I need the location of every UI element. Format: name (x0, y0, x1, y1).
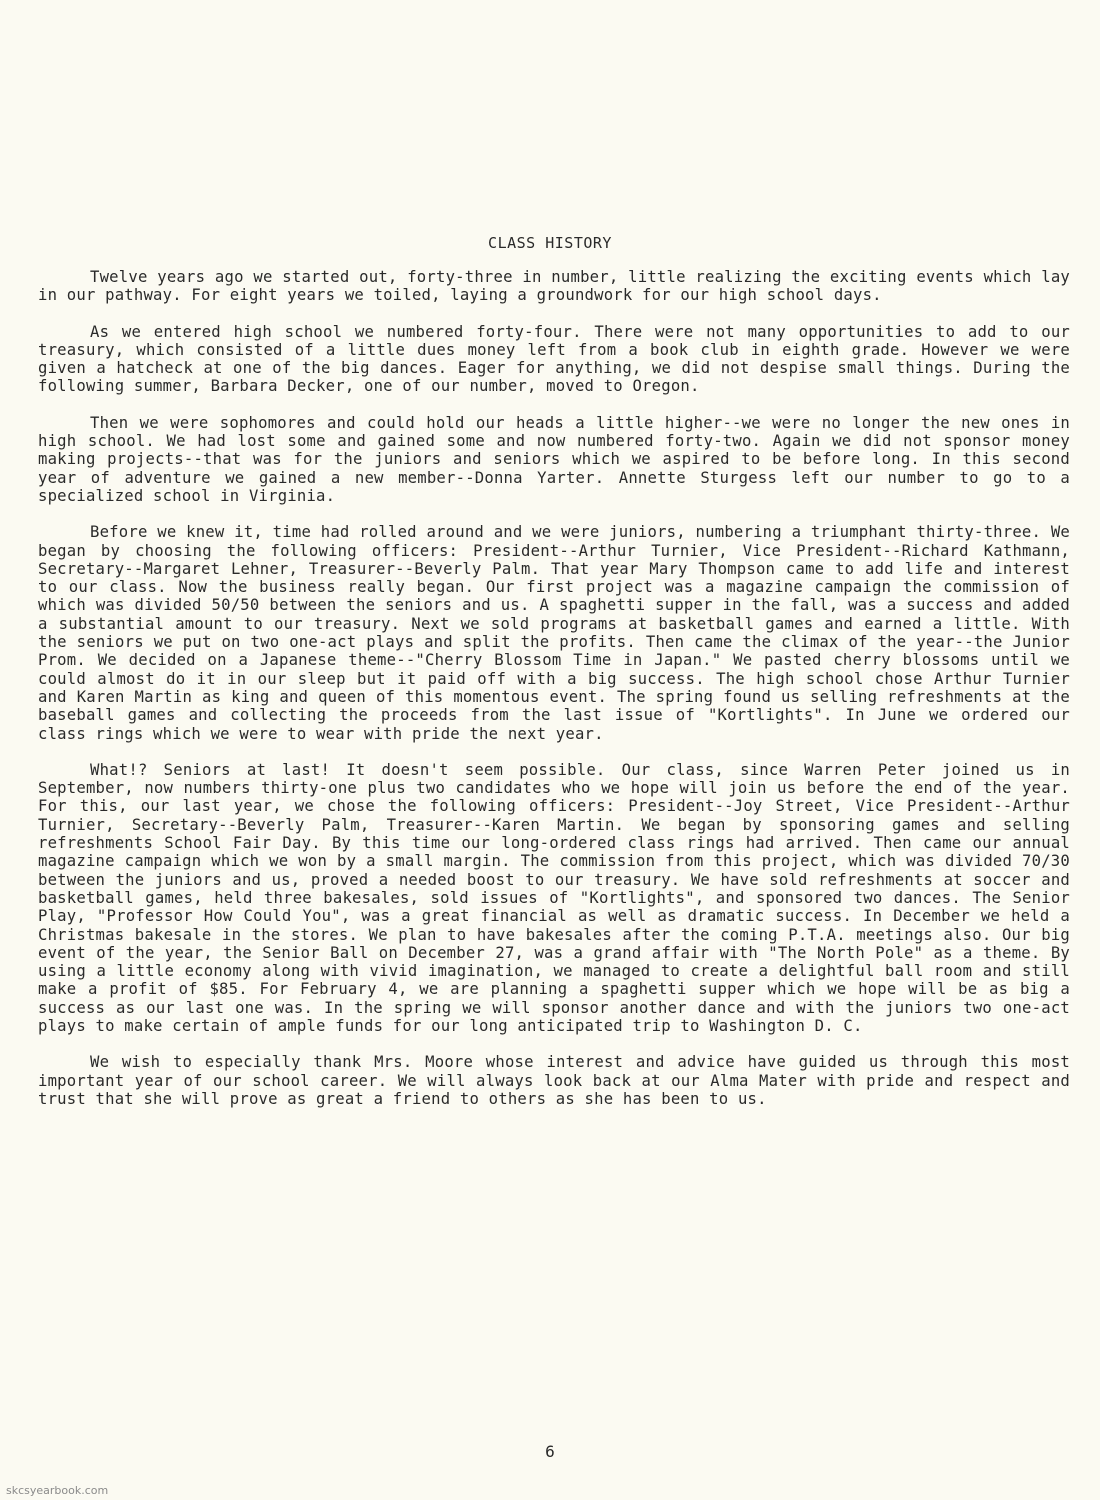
paragraph-3: Then we were sophomores and could hold our heads a little higher--we were no longer the new ones in high school. We had lost some and gained some and now numbered forty-two. Again we did not sponsor money making projects--that was for the juniors and seniors which we aspired to be before long. In this second year of adventure we gained a new member--Donna Yarter. Annette Sturgess left our number to go to a specialized school in Virginia. (38, 413, 1070, 505)
paragraph-5: What!? Seniors at last! It doesn't seem possible. Our class, since Warren Peter joined us in September, now numbers thirty-one plus two candidates who we hope will join us before the end of the year. For this, our last year, we chose the following officers: President--Joy Street, Vice President--Arthur Turnier, Secretary--Beverly Palm, Treasurer--Karen Martin. We began by sponsoring games and selling refreshments School Fair Day. By this time our long-ordered class rings had arrived. Then came our annual magazine campaign which we won by a small margin. The commission from this project, which was divided 70/30 between the juniors and us, proved a needed boost to our treasury. We have sold refreshments at soccer and basketball games, held three bakesales, sold issues of "Kortlights", and sponsored two dances. The Senior Play, "Professor How Could You", was a great financial as well as dramatic success. In December we held a Christmas bakesale in the stores. We plan to have bakesales after the coming P.T.A. meetings also. Our big event of the year, the Senior Ball on December 27, was a grand affair with "The North Pole" as a theme. By using a little economy along with vivid imagination, we managed to create a delightful ball room and still make a profit of $85. For February 4, we are planning a spaghetti supper which we hope will be as big a success as our last one was. In the spring we will sponsor another dance and with the juniors two one-act plays to make certain of ample funds for our long anticipated trip to Washington D. C. (38, 760, 1070, 1035)
paragraph-1: Twelve years ago we started out, forty-three in number, little realizing the exciting events which lay in our pathway. For eight years we toiled, laying a groundwork for our high school days. (38, 268, 1070, 305)
paragraph-4: Before we knew it, time had rolled around and we were juniors, numbering a triumphant thirty-three. We began by choosing the following officers: President--Arthur Turnier, Vice President--Richard Kathmann, Secretary--Margaret Lehner, Treasurer--Beverly Palm. That year Mary Thompson came to add life and interest to our class. Now the business really began. Our first project was a magazine campaign the commission of which was divided 50/50 between the seniors and us. A spaghetti supper in the fall, was a success and added a substantial amount to our treasury. Next we sold programs at basketball games and earned a little. With the seniors we put on two one-act plays and split the profits. Then came the climax of the year--the Junior Prom. We decided on a Japanese theme--"Cherry Blossom Time in Japan." We pasted cherry blossoms until we could almost do it in our sleep but it paid off with a big success. The high school chose Arthur Turnier and Karen Martin as king and queen of this momentous event. The spring found us selling refreshments at the baseball games and collecting the proceeds from the last issue of "Kortlights". In June we ordered our class rings which we were to wear with pride the next year. (38, 523, 1070, 743)
page-title: CLASS HISTORY (488, 234, 612, 252)
class-history-text (38, 268, 1070, 1126)
site-watermark: skcsyearbook.com (6, 1484, 109, 1497)
paragraph-6: We wish to especially thank Mrs. Moore whose interest and advice have guided us through this most important year of our school career. We will always look back at our Alma Mater with pride and respect and trust that she will prove as great a friend to others as she has been to us. (38, 1053, 1070, 1108)
paragraph-2: As we entered high school we numbered forty-four. There were not many opportunities to add to our treasury, which consisted of a little dues money left from a book club in eighth grade. However we were given a hatcheck at one of the big dances. Eager for anything, we did not despise small things. During the following summer, Barbara Decker, one of our number, moved to Oregon. (38, 322, 1070, 396)
page-number: 6 (545, 1442, 555, 1461)
